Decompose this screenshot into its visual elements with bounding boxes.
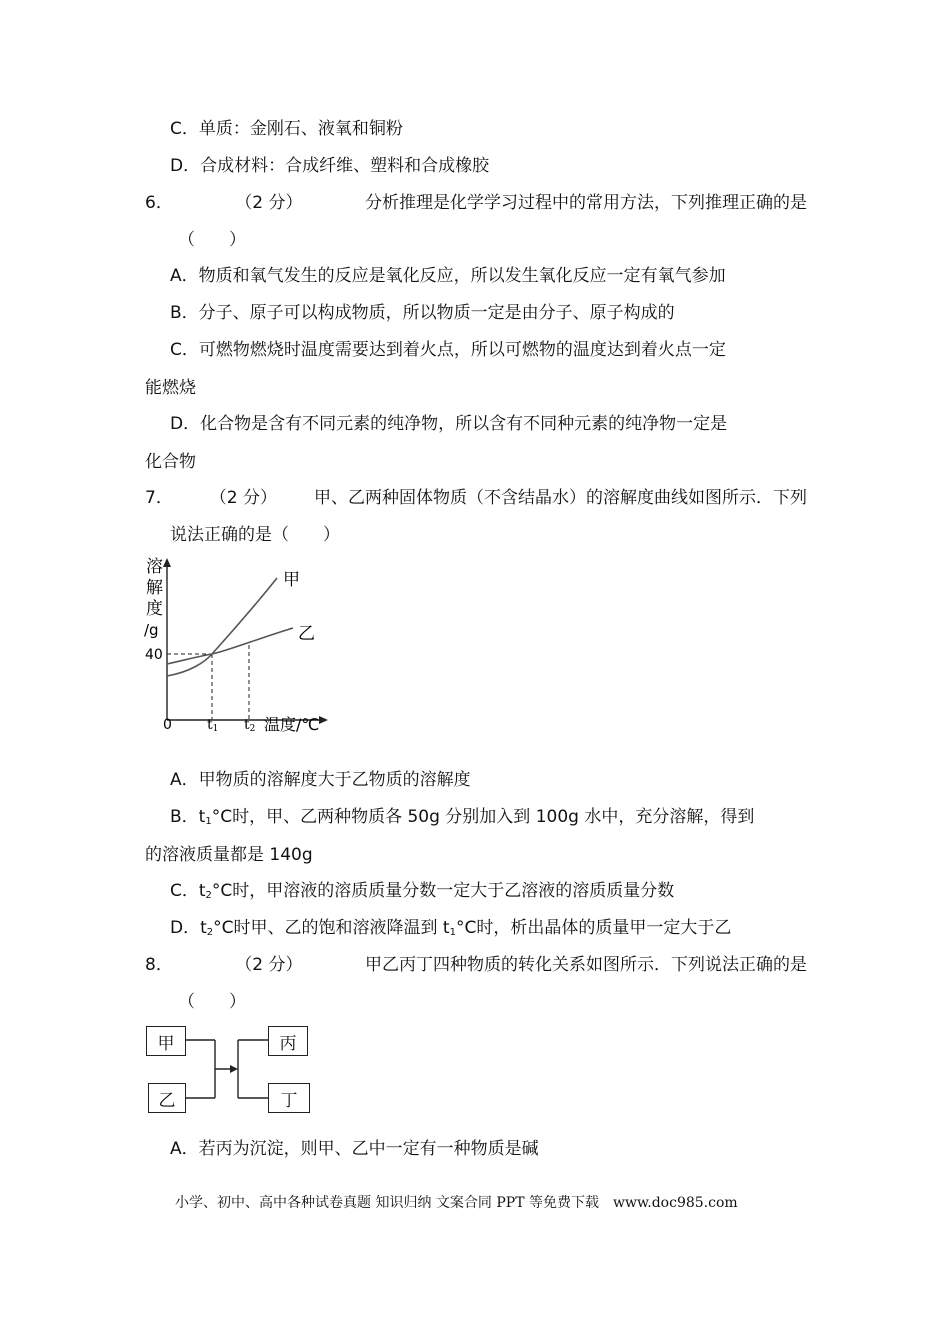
q7-option-a: A．甲物质的溶解度大于乙物质的溶解度 (170, 770, 471, 790)
box-bing: 丙 (268, 1026, 308, 1056)
x-tick-t2: t2 (244, 717, 256, 734)
q6-number: 6． (145, 193, 173, 213)
q6-score: （2 分） (235, 193, 303, 213)
origin-label: 0 (163, 717, 172, 733)
q5-option-c: C．单质：金刚石、液氧和铜粉 (170, 119, 403, 139)
q5-option-d: D．合成材料：合成纤维、塑料和合成橡胶 (170, 156, 490, 176)
q7-option-c: C．$t_2^\circ C$时，甲溶液的溶质质量分数一定大于乙溶液的溶质质量分数 (170, 881, 675, 901)
q7-number: 7． (145, 488, 173, 508)
series-jia-label: 甲 (283, 570, 300, 590)
q8-score: （2 分） (235, 955, 303, 975)
box-jia: 甲 (146, 1026, 186, 1056)
q8-option-a: A．若丙为沉淀，则甲、乙中一定有一种物质是碱 (170, 1139, 539, 1159)
y-label-char-2: 解 (146, 578, 163, 598)
q6-option-a: A．物质和氧气发生的反应是氧化反应，所以发生氧化反应一定有氧气参加 (170, 266, 726, 286)
y-label-char-3: 度 (146, 599, 163, 619)
solubility-chart (140, 552, 340, 737)
x-axis-arrow (319, 716, 328, 724)
q7-stem-cont: 说法正确的是（ ） (170, 525, 340, 545)
q7-stem (145, 487, 807, 509)
q6-option-d-cont: 化合物 (145, 452, 196, 472)
q8-answer-paren: （ ） (178, 992, 246, 1012)
q6-stem (145, 192, 807, 214)
q8-stem-text: 甲乙丙丁四种物质的转化关系如图所示．下列说法正确的是 (365, 955, 807, 975)
q7-score: （2 分） (209, 488, 278, 508)
q6-stem-text: 分析推理是化学学习过程中的常用方法，下列推理正确的是 (365, 193, 807, 213)
q7-option-b: B．$t_1^\circ C$时，甲、乙两种物质各 50g 分别加入到 100g 水中，充分溶解，得到 (170, 807, 755, 827)
y-tick-40: 40 (145, 647, 163, 663)
box-ding: 丁 (268, 1083, 310, 1113)
y-unit: /g (144, 621, 159, 639)
q8-number: 8． (145, 955, 173, 975)
q8-stem (145, 954, 807, 976)
series-jia-curve (167, 578, 277, 676)
box-yi: 乙 (148, 1083, 186, 1113)
q6-option-c: C．可燃物燃烧时温度需要达到着火点，所以可燃物的温度达到着火点一定 (170, 340, 726, 360)
q7-option-d: D．$t_2^\circ C$时甲、乙的饱和溶液降温到 $t_1^\circ C$时，析出晶体的质量甲一定大于乙 (170, 918, 732, 938)
x-tick-t1: t1 (207, 717, 219, 734)
series-yi-label: 乙 (298, 624, 315, 644)
conversion-diagram (140, 1020, 320, 1120)
y-axis-arrow (163, 558, 171, 567)
q6-option-b: B．分子、原子可以构成物质，所以物质一定是由分子、原子构成的 (170, 303, 675, 323)
x-axis-label: 温度/℃ (264, 715, 320, 734)
y-label-char-1: 溶 (146, 557, 163, 577)
q6-option-d: D．化合物是含有不同元素的纯净物，所以含有不同种元素的纯净物一定是 (170, 414, 728, 434)
q6-option-c-cont: 能燃烧 (145, 378, 196, 398)
q6-answer-paren: （ ） (178, 230, 246, 250)
page-footer: 小学、初中、高中各种试卷真题 知识归纳 文案合同 PPT 等免费下载 www.doc985.com (175, 1195, 738, 1211)
q7-option-b-cont: 的溶液质量都是 140g (145, 845, 313, 865)
q7-stem-text: 甲、乙两种固体物质（不含结晶水）的溶解度曲线如图所示．下列 (314, 488, 807, 508)
